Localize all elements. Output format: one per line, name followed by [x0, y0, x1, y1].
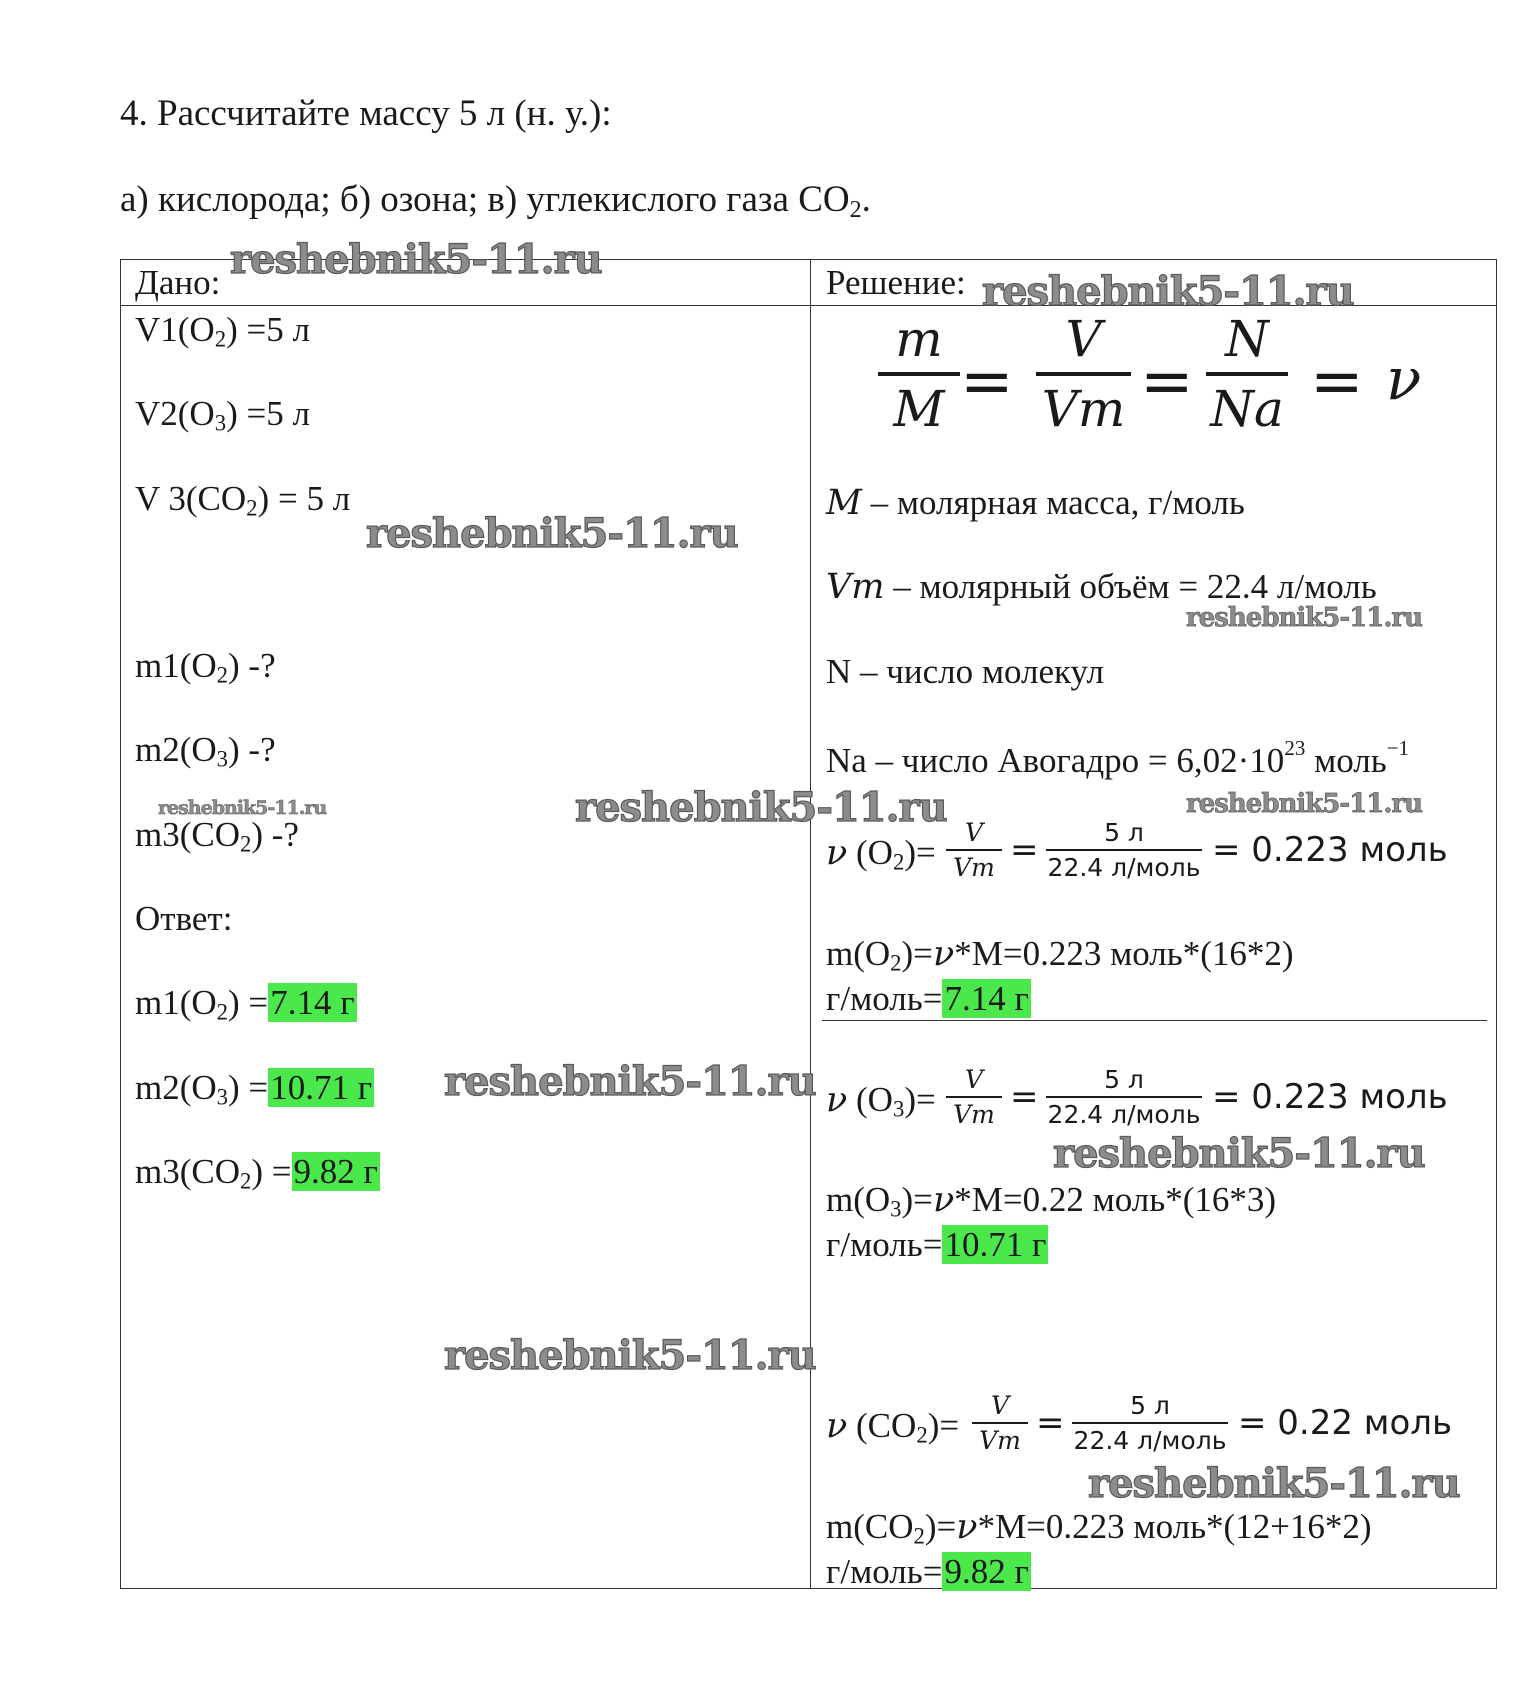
nu-co2-fraction-2: 5 л 22.4 л/моль [1073, 1391, 1227, 1455]
nu-o3-fraction-2: 5 л 22.4 л/моль [1047, 1065, 1201, 1129]
answer-m3-value: 9.82 г [293, 1152, 378, 1191]
task-title: 4. Рассчитайте массу 5 л (н. у.): [120, 93, 612, 134]
nu-o2-eq: = [1010, 830, 1039, 870]
answer-m1: $m1(O_2) =7.14$ г [135, 983, 355, 1025]
watermark: reshebnik5-11.ru [366, 510, 738, 557]
mass-co2-line2: г/моль=9.82 г [826, 1552, 1029, 1591]
nu-co2-fraction-1: V Vm [972, 1391, 1028, 1455]
task-subtitle: а) кислорода; б) озона; в) углекислого газа $CO_2$. [120, 179, 871, 223]
def-molecule-count: N – число молекул [826, 652, 1104, 691]
find-m1: $m1(O_2)$ -? [135, 646, 276, 688]
watermark: reshebnik5-11.ru [1186, 789, 1423, 819]
given-v3: V $3(CO_2) = 5$ л [135, 479, 351, 521]
formula-eq-2: = [1140, 345, 1194, 419]
solution-header: Решение: [826, 263, 966, 302]
nu-o2-label: ν $(O_2)=$ [826, 833, 936, 875]
nu-o3-fraction-1: V Vm [946, 1065, 1002, 1129]
watermark: reshebnik5-11.ru [158, 797, 327, 819]
watermark: reshebnik5-11.ru [1053, 1130, 1425, 1177]
formula-m-over-M: m M [878, 310, 960, 438]
find-m2: $m2(O_3)$ -? [135, 730, 276, 772]
nu-o2-fraction-2: 5 л 22.4 л/моль [1047, 818, 1201, 882]
find-m3: $m3(CO_2)$ -? [135, 815, 299, 857]
given-header: Дано: [135, 263, 221, 302]
watermark: reshebnik5-11.ru [444, 1058, 816, 1105]
def-molar-mass: M – молярная масса, г/моль [826, 483, 1245, 523]
formula-eq-3: = [1310, 345, 1364, 419]
mass-o3-value: 10.71 г [944, 1225, 1047, 1264]
nu-co2-eq: = [1036, 1403, 1065, 1443]
formula-nu: ν [1386, 345, 1422, 413]
watermark: reshebnik5-11.ru [575, 784, 947, 831]
mass-o3-line1: $m(O_3)=\nu*M=0.22$ моль*(16*3) [826, 1180, 1277, 1222]
def-avogadro: Na – число Авогадро = $6,02\cdot 10^{23}$ моль$^{-1}$ [826, 736, 1410, 780]
answer-m2-value: 10.71 г [270, 1068, 373, 1107]
solution-section-divider [822, 1020, 1487, 1021]
watermark: reshebnik5-11.ru [1088, 1460, 1460, 1507]
given-v1: $V1(O_2) =5$ л [135, 310, 310, 352]
nu-co2-label: ν $(CO_2)=$ [826, 1406, 960, 1448]
watermark: reshebnik5-11.ru [230, 236, 602, 283]
given-v2: $V2(O_3) =5$ л [135, 394, 310, 436]
nu-o2-result: = 0.223 моль [1212, 830, 1448, 870]
def-molar-volume: Vm – молярный объём = 22.4 л/моль [826, 567, 1377, 607]
mass-o2-value: 7.14 г [944, 979, 1029, 1018]
solution-table [120, 259, 1497, 1589]
nu-o3-label: ν $(O_3)=$ [826, 1080, 936, 1122]
mass-co2-value: 9.82 г [944, 1552, 1029, 1591]
mass-o2-line2: г/моль=7.14 г [826, 979, 1029, 1018]
nu-co2-result: = 0.22 моль [1238, 1403, 1453, 1443]
nu-o3-eq: = [1010, 1077, 1039, 1117]
mass-co2-line1: $m(CO_2)=\nu*M=0.223$ моль*(12+16*2) [826, 1507, 1372, 1549]
answer-label: Ответ: [135, 899, 233, 938]
mass-o3-line2: г/моль=10.71 г [826, 1225, 1047, 1264]
formula-eq-1: = [960, 345, 1014, 419]
answer-m3: $m3(CO_2) =9.82$ г [135, 1152, 378, 1194]
answer-m2: $m2(O_3) =10.71$ г [135, 1068, 373, 1110]
nu-o2-fraction-1: V Vm [946, 818, 1002, 882]
watermark: reshebnik5-11.ru [1186, 603, 1423, 633]
formula-N-over-Na: N Na [1206, 310, 1288, 438]
table-column-divider [810, 259, 811, 1589]
answer-m1-value: 7.14 г [270, 983, 355, 1022]
nu-o3-result: = 0.223 моль [1212, 1077, 1448, 1117]
formula-V-over-Vm: V Vm [1036, 310, 1131, 438]
watermark: reshebnik5-11.ru [444, 1332, 816, 1379]
mass-o2-line1: $m(O_2)=\nu*M=0.223$ моль*(16*2) [826, 934, 1294, 976]
watermark: reshebnik5-11.ru [982, 268, 1354, 315]
